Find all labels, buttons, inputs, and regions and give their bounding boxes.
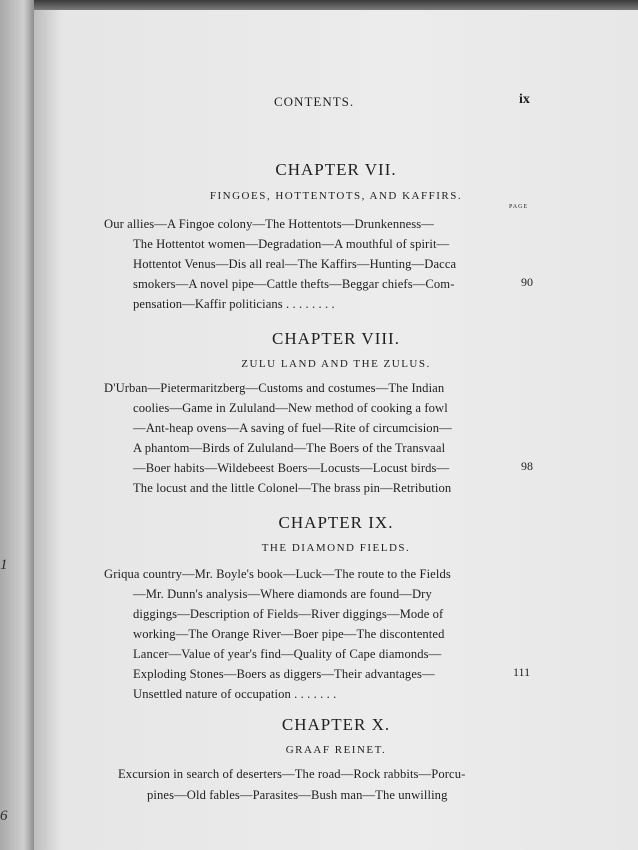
facing-page-mark: 6 bbox=[0, 808, 8, 824]
contents-line: A phantom—Birds of Zululand—The Boers of the Transvaal bbox=[133, 441, 446, 455]
contents-line: Hottentot Venus—Dis all real—The Kaffirs—Hunting—Dacca bbox=[133, 257, 457, 271]
contents-line: —Ant-heap ovens—A saving of fuel—Rite of circumcision— bbox=[133, 421, 452, 435]
page-folio: ix bbox=[519, 92, 530, 107]
facing-page-edge bbox=[0, 0, 34, 850]
chapter-subtitle: THE DIAMOND FIELDS. bbox=[261, 542, 411, 554]
chapter-subtitle: ZULU LAND AND THE ZULUS. bbox=[241, 358, 431, 370]
contents-line: working—The Orange River—Boer pipe—The discontented bbox=[133, 627, 445, 641]
contents-line: diggings—Description of Fields—River diggings—Mode of bbox=[133, 607, 444, 621]
contents-line: smokers—A novel pipe—Cattle thefts—Beggar chiefs—Com- bbox=[133, 277, 455, 291]
contents-line: Unsettled nature of occupation . . . . . . . bbox=[133, 687, 337, 701]
page-number: 111 bbox=[513, 665, 531, 679]
contents-line: Our allies—A Fingoe colony—The Hottentots—Drunkenness— bbox=[104, 217, 434, 231]
contents-line: The locust and the little Colonel—The brass pin—Retribution bbox=[133, 481, 452, 495]
contents-line: D'Urban—Pietermaritzberg—Customs and costumes—The Indian bbox=[104, 381, 445, 395]
chapter-subtitle: GRAAF REINET. bbox=[285, 744, 387, 756]
chapter-subtitle: FINGOES, HOTTENTOTS, AND KAFFIRS. bbox=[209, 190, 463, 202]
chapter-title: CHAPTER X. bbox=[281, 715, 391, 734]
contents-line: —Mr. Dunn's analysis—Where diamonds are found—Dry bbox=[133, 587, 432, 601]
contents-line: coolies—Game in Zululand—New method of cooking a fowl bbox=[133, 401, 448, 415]
contents-line: pines—Old fables—Parasites—Bush man—The unwilling bbox=[147, 788, 448, 802]
contents-line: Lancer—Value of year's find—Quality of Cape diamonds— bbox=[133, 647, 442, 661]
chapter-title: CHAPTER VII. bbox=[275, 160, 397, 179]
contents-line: —Boer habits—Wildebeest Boers—Locusts—Locust birds— bbox=[133, 461, 450, 475]
contents-line: Exploding Stones—Boers as diggers—Their advantages— bbox=[133, 667, 435, 681]
chapter-title: CHAPTER IX. bbox=[278, 513, 394, 532]
contents-line: pensation—Kaffir politicians . . . . . . . . bbox=[133, 297, 335, 311]
contents-line: Excursion in search of deserters—The road—Rock rabbits—Porcu- bbox=[118, 767, 466, 781]
contents-line: Griqua country—Mr. Boyle's book—Luck—The route to the Fields bbox=[104, 567, 451, 581]
chapter-title: CHAPTER VIII. bbox=[272, 329, 400, 348]
page-number: 98 bbox=[521, 459, 533, 473]
contents-line: The Hottentot women—Degradation—A mouthful of spirit— bbox=[133, 237, 450, 251]
page-top-shadow bbox=[34, 0, 638, 10]
running-head: CONTENTS. bbox=[274, 94, 355, 109]
page-number: 90 bbox=[521, 275, 533, 289]
facing-page-mark-upper: 1 bbox=[0, 557, 8, 573]
book-page bbox=[34, 10, 638, 850]
page-column-heading: PAGE bbox=[509, 204, 529, 210]
